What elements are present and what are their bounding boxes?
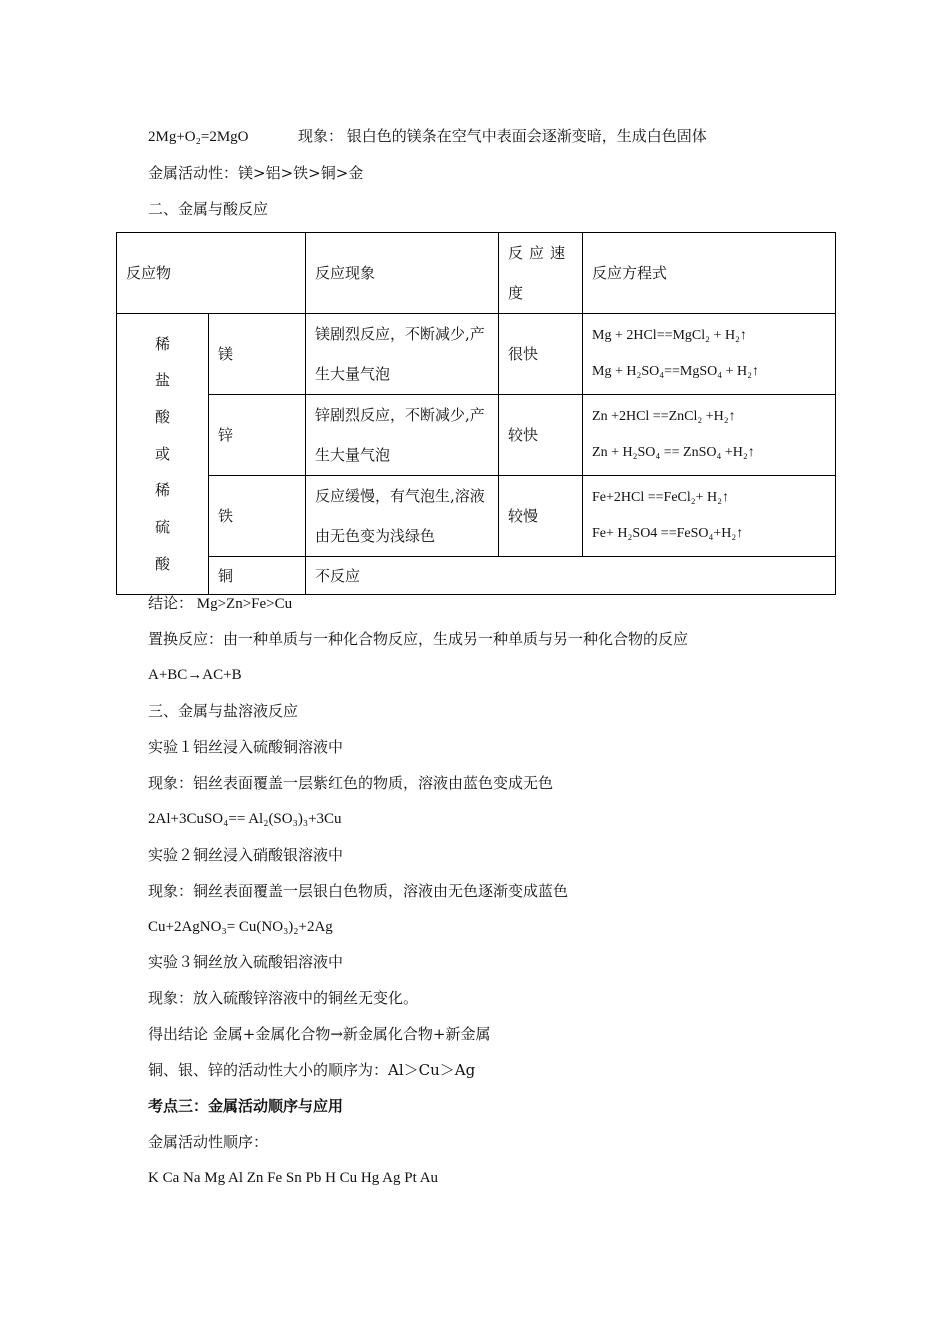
table-row xyxy=(117,395,836,476)
mgo-equation: 2Mg+O₂=2MgO xyxy=(148,129,249,145)
sequence-label: 金属活动性顺序： xyxy=(148,1133,269,1151)
equations-mg xyxy=(583,314,836,395)
acid-char: 稀 xyxy=(154,334,170,353)
experiment-2-equation: Cu+2AgNO₃= Cu(NO₃)₂+2Ag xyxy=(148,919,333,935)
section-3-heading: 三、金属与盐溶液反应 xyxy=(148,702,299,720)
equation-h2so4: Zn + H₂SO₄ == ZnSO₄ +H₂↑ xyxy=(592,445,755,460)
activity-order: 铜、银、锌的活动性大小的顺序为：Al＞Cu＞Ag xyxy=(148,1061,476,1079)
kaodian-heading: 考点三：金属活动顺序与应用 xyxy=(148,1097,344,1115)
header-phenomenon: 反应现象 xyxy=(306,233,499,314)
experiment-3-phenomenon: 现象：放入硫酸锌溶液中的铜丝无变化。 xyxy=(148,989,419,1007)
phenomenon-fe: 反应缓慢，有气泡生,溶液由无色变为浅绿色 xyxy=(306,476,499,557)
acid-char: 稀 xyxy=(154,481,170,500)
equation-hcl: Mg + 2HCl==MgCl₂ + H₂↑ xyxy=(592,328,747,343)
phenomenon-text: 银白色的镁条在空气中表面会逐渐变暗，生成白色固体 xyxy=(346,129,707,145)
section-2-heading: 二、金属与酸反应 xyxy=(148,200,269,218)
phenomenon-zn: 锌剧烈反应，不断减少,产生大量气泡 xyxy=(306,395,499,476)
table-row xyxy=(117,557,836,595)
result-line: 得出结论 金属+金属化合物→新金属化合物+新金属 xyxy=(148,1025,491,1043)
phenomenon-label: 现象： xyxy=(298,129,344,145)
acid-char: 盐 xyxy=(154,371,170,390)
acid-char: 硫 xyxy=(154,518,170,537)
table-row xyxy=(117,314,836,395)
metal-acid-table xyxy=(116,232,836,595)
speed-zn: 较快 xyxy=(499,395,583,476)
phenomenon-mg: 镁剧烈反应，不断减少,产生大量气泡 xyxy=(306,314,499,395)
experiment-1-equation: 2Al+3CuSO₄== Al₂(SO₃)₃+3Cu xyxy=(148,811,342,827)
conclusion-line: 结论： Mg>Zn>Fe>Cu xyxy=(148,596,293,612)
metal-mg: 镁 xyxy=(209,314,306,395)
acid-char: 酸 xyxy=(154,554,170,573)
metal-cu: 铜 xyxy=(209,557,306,595)
experiment-3: 实验３铜丝放入硫酸铝溶液中 xyxy=(148,953,344,971)
acid-cell xyxy=(117,314,209,595)
equations-fe xyxy=(583,476,836,557)
speed-fe: 较慢 xyxy=(499,476,583,557)
metal-fe: 铁 xyxy=(209,476,306,557)
activity-line: 金属活动性：镁>铝>铁>铜>金 xyxy=(148,164,364,182)
general-equation: A+BC→AC+B xyxy=(148,667,242,683)
equation-h2so4: Mg + H₂SO₄==MgSO₄ + H₂↑ xyxy=(592,364,760,379)
activity-sequence: K Ca Na Mg Al Zn Fe Sn Pb H Cu Hg Ag Pt Au xyxy=(148,1170,439,1186)
header-equation: 反应方程式 xyxy=(583,233,836,314)
acid-char: 或 xyxy=(154,444,170,463)
metal-zn: 锌 xyxy=(209,395,306,476)
equation-hcl: Fe+2HCl ==FeCl₂+ H₂↑ xyxy=(592,490,730,505)
equation-h2so4: Fe+ H₂SO4 ==FeSO₄+H₂↑ xyxy=(592,526,744,541)
equations-zn xyxy=(583,395,836,476)
experiment-2: 实验２铜丝浸入硝酸银溶液中 xyxy=(148,846,344,864)
table-header-row xyxy=(117,233,836,314)
equation-hcl: Zn +2HCl ==ZnCl₂ +H₂↑ xyxy=(592,409,736,424)
top-line-mgo xyxy=(148,127,707,147)
speed-mg: 很快 xyxy=(499,314,583,395)
experiment-1-phenomenon: 现象：铝丝表面覆盖一层紫红色的物质，溶液由蓝色变成无色 xyxy=(148,774,554,792)
table-row xyxy=(117,476,836,557)
displacement-definition: 置换反应：由一种单质与一种化合物反应，生成另一种单质与另一种化合物的反应 xyxy=(148,630,689,648)
header-reactant: 反应物 xyxy=(117,233,306,314)
experiment-1: 实验１铝丝浸入硫酸铜溶液中 xyxy=(148,738,344,756)
header-speed: 反应速度 xyxy=(499,233,583,314)
phenomenon-cu: 不反应 xyxy=(306,557,836,595)
acid-char: 酸 xyxy=(154,407,170,426)
experiment-2-phenomenon: 现象：铜丝表面覆盖一层银白色物质，溶液由无色逐渐变成蓝色 xyxy=(148,882,569,900)
